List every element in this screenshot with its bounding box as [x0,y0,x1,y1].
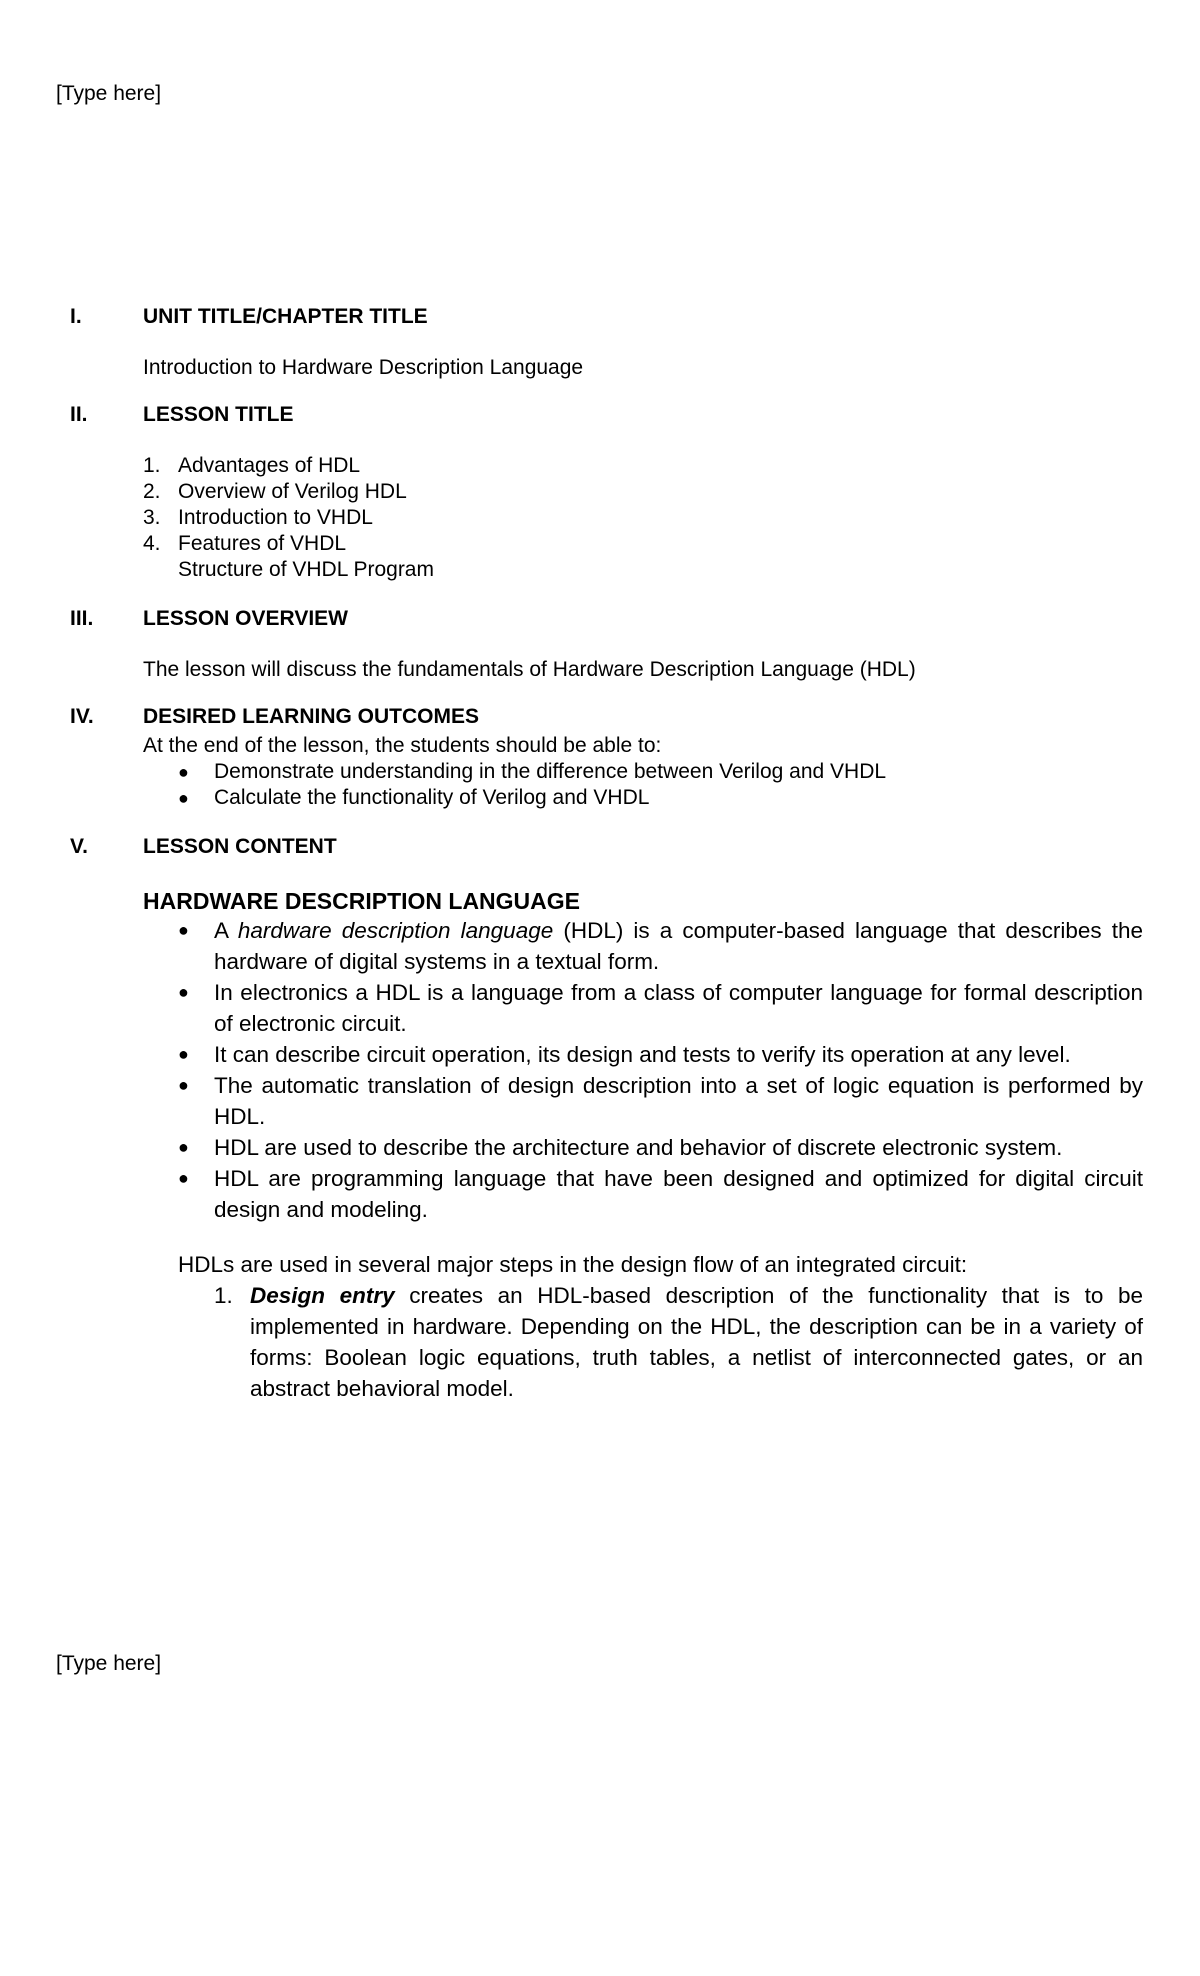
list-item-text: In electronics a HDL is a language from a class of computer language for formal description of electronic circuit. [214,980,1143,1036]
section-1-heading [70,305,1140,333]
bullet-icon: ● [178,1168,189,1188]
list-item-text: Introduction to VHDL [178,506,373,529]
learning-outcomes [143,733,1140,811]
section-title: UNIT TITLE/CHAPTER TITLE [143,305,428,328]
lesson-title-list [143,453,1140,557]
design-flow-intro: HDLs are used in several major steps in the design flow of an integrated circuit: [178,1252,968,1277]
section-3-heading [70,607,1140,635]
list-number: 4. [143,532,161,555]
design-flow-steps [143,1280,1143,1404]
list-item [143,479,1140,505]
section-title: LESSON CONTENT [143,835,337,858]
section-2-heading [70,403,1140,431]
list-item-text: HDL are used to describe the architecture and behavior of discrete electronic system. [214,1135,1063,1160]
text-run: A [214,918,238,943]
list-item [143,1070,1143,1132]
bullet-icon: ● [178,788,189,808]
list-number: 1. [143,454,161,477]
list-item [143,453,1140,479]
list-item [143,977,1143,1039]
bullet-icon: ● [178,982,189,1002]
bullet-icon: ● [178,920,189,940]
list-item [143,1132,1143,1163]
list-item [143,1163,1143,1225]
list-item-text: The automatic translation of design description into a set of logic equation is performed by HDL. [214,1073,1143,1129]
section-number: V. [70,835,88,858]
lesson-overview-text: The lesson will discuss the fundamentals of Hardware Description Language (HDL) [143,658,916,681]
header-placeholder[interactable]: [Type here] [56,82,162,105]
text-run: (HDL) is a computer-based language that describes the hardware of digital systems in a textual form. [214,918,1143,974]
list-number: 3. [143,506,161,529]
list-item [143,759,1140,785]
list-item-text: Features of VHDL [178,532,347,555]
list-item-text: It can describe circuit operation, its design and tests to verify its operation at any level. [214,1042,1071,1067]
lesson-title-list-wrap [143,453,1140,583]
section-4-heading [70,705,1140,733]
list-item-text: Overview of Verilog HDL [178,480,407,503]
list-item-text: creates an HDL-based description of the functionality that is to be implemented in hardware. Depending on the HDL, the description can be in a variety of forms: Boolean logic equations, truth tables, a netlist of interconnected gates, or an abstract behavioral model. [250,1283,1143,1401]
document-body [70,305,1143,1404]
section-number: IV. [70,705,94,728]
emphasis-term: hardware description language [237,918,554,943]
hdl-bullet-list [143,915,1143,1225]
content-heading: HARDWARE DESCRIPTION LANGUAGE [143,888,581,914]
section-title: LESSON OVERVIEW [143,607,348,630]
section-number: III. [70,607,94,630]
section-number: I. [70,305,82,328]
list-continuation-line: Structure of VHDL Program [178,558,434,581]
list-item [143,785,1140,811]
list-item [143,1039,1143,1070]
bullet-icon: ● [178,1044,189,1064]
list-item [143,531,1140,557]
list-item [143,1280,1143,1404]
footer-placeholder[interactable]: [Type here] [56,1652,162,1675]
list-item [143,915,1143,977]
outcomes-list [143,759,1140,811]
bullet-icon: ● [178,1137,189,1157]
lesson-content [143,887,1143,1404]
list-number: 2. [143,480,161,503]
section-number: II. [70,403,88,426]
outcomes-intro: At the end of the lesson, the students should be able to: [143,734,662,757]
list-item-text: Calculate the functionality of Verilog and VHDL [214,786,650,809]
section-title: DESIRED LEARNING OUTCOMES [143,705,480,728]
list-item-text: HDL are programming language that have been designed and optimized for digital circuit design and modeling. [214,1166,1143,1222]
list-item [143,505,1140,531]
unit-title-text: Introduction to Hardware Description Language [143,356,584,379]
list-item-text: Demonstrate understanding in the difference between Verilog and VHDL [214,760,887,783]
bullet-icon: ● [178,762,189,782]
bullet-icon: ● [178,1075,189,1095]
list-item-text: Advantages of HDL [178,454,361,477]
list-number: 1. [214,1283,233,1308]
step-term: Design entry [250,1283,395,1308]
section-title: LESSON TITLE [143,403,294,426]
section-5-heading [70,835,1140,863]
